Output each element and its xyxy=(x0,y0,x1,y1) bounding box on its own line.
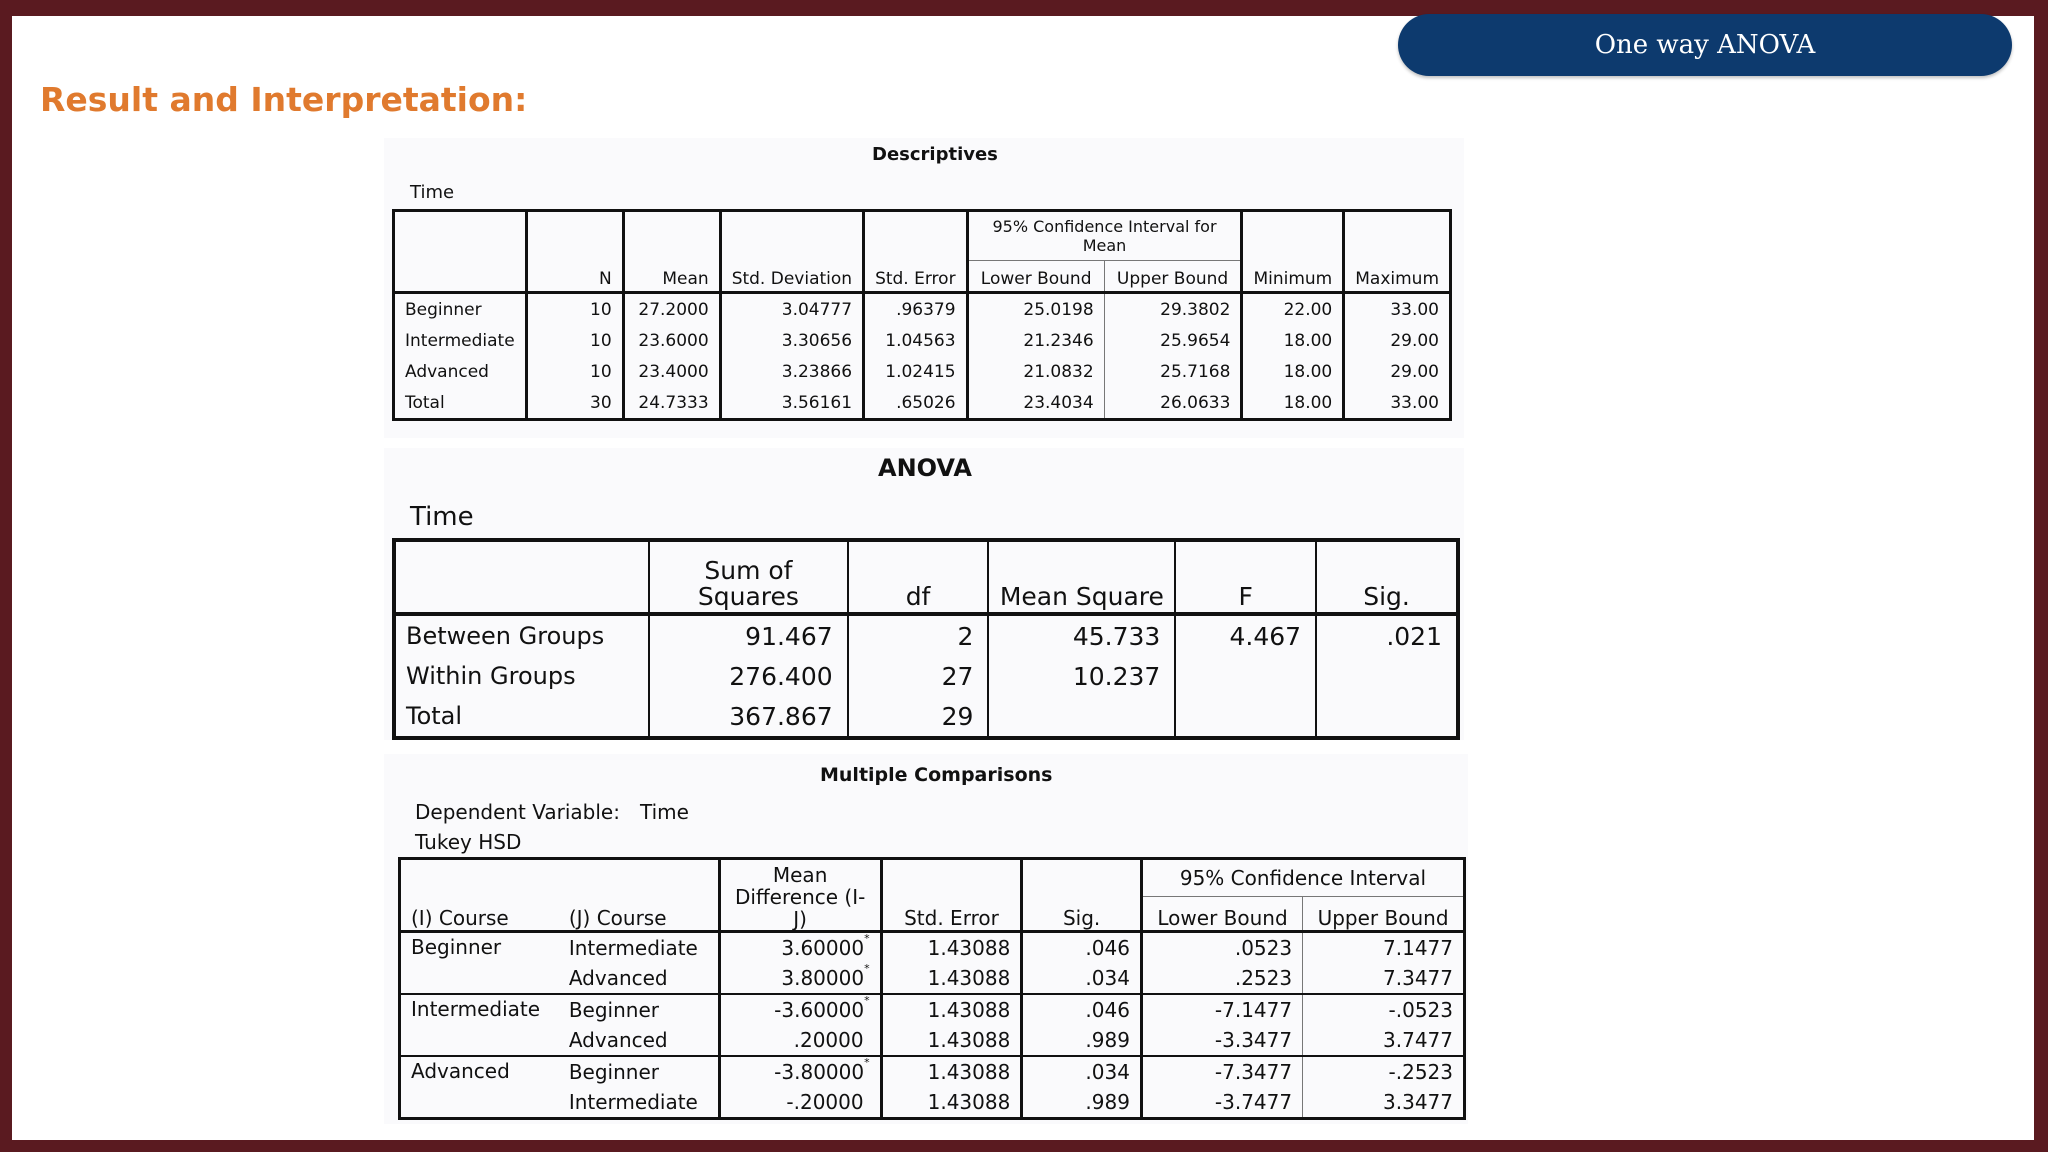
table-cell: 23.4034 xyxy=(967,387,1104,420)
table-cell: 18.00 xyxy=(1242,387,1344,420)
table-cell: 25.7168 xyxy=(1104,356,1242,387)
column-header: N xyxy=(526,211,623,293)
table-cell: 1.43088 xyxy=(881,963,1022,994)
table-cell: 10 xyxy=(526,356,623,387)
row-label: Beginner xyxy=(568,998,659,1022)
descriptives-table xyxy=(392,209,1452,421)
table-cell: .021 xyxy=(1316,614,1458,656)
column-header: Lower Bound xyxy=(967,261,1104,293)
table-cell: -.0523 xyxy=(1303,994,1465,1025)
header-row xyxy=(394,540,1458,614)
table-cell: 29.00 xyxy=(1344,325,1451,356)
row-label: Advanced xyxy=(559,1025,719,1056)
table-cell: 2 xyxy=(848,614,989,656)
table-cell: .65026 xyxy=(864,387,968,420)
multiple-comparisons-title: Multiple Comparisons xyxy=(820,764,1053,786)
table-cell xyxy=(988,696,1175,738)
table-row xyxy=(394,325,1451,356)
significance-star: * xyxy=(864,994,870,1007)
table-cell xyxy=(1175,656,1316,696)
table-cell: .046 xyxy=(1022,932,1142,964)
column-header: Lower Bound xyxy=(1141,897,1302,932)
table-cell: 1.43088 xyxy=(881,1025,1022,1056)
table-cell: 23.6000 xyxy=(623,325,720,356)
descriptives-variable: Time xyxy=(410,182,455,203)
table-cell: -.2523 xyxy=(1303,1056,1465,1087)
row-label: Advanced xyxy=(405,361,489,382)
column-header: Std. Error xyxy=(864,211,968,293)
mean-difference-cell: 3.80000* xyxy=(719,963,881,994)
table-cell: 27.2000 xyxy=(623,293,720,326)
mean-difference-cell: -3.60000* xyxy=(719,994,881,1025)
table-cell: 276.400 xyxy=(649,656,847,696)
table-row xyxy=(394,293,1451,326)
table-cell: 367.867 xyxy=(649,696,847,738)
mean-difference-cell: -3.80000* xyxy=(719,1056,881,1087)
table-cell: 30 xyxy=(526,387,623,420)
one-way-anova-badge: One way ANOVA xyxy=(1398,14,2012,76)
row-label: Beginner xyxy=(405,299,482,320)
row-label: Intermediate xyxy=(405,330,515,351)
table-row xyxy=(400,994,1465,1025)
table-cell: .034 xyxy=(1022,963,1142,994)
table-cell xyxy=(1316,656,1458,696)
table-cell: 23.4000 xyxy=(623,356,720,387)
header-row xyxy=(394,211,1451,261)
table-cell: 21.0832 xyxy=(967,356,1104,387)
anova-title: ANOVA xyxy=(878,454,972,482)
table-cell: -7.3477 xyxy=(1141,1056,1302,1087)
row-group-label: Beginner xyxy=(400,932,559,995)
column-header: Sig. xyxy=(1022,859,1142,932)
table-cell: -7.1477 xyxy=(1141,994,1302,1025)
row-group-label: Advanced xyxy=(411,1059,510,1083)
table-cell: 33.00 xyxy=(1344,293,1451,326)
mean-difference-cell: .20000 xyxy=(719,1025,881,1056)
significance-star: * xyxy=(864,962,870,975)
column-header: (J) Course xyxy=(559,859,719,932)
row-label: Intermediate xyxy=(568,1090,698,1114)
table-cell: 33.00 xyxy=(1344,387,1451,420)
table-cell: 7.1477 xyxy=(1303,932,1465,964)
table-cell: 45.733 xyxy=(988,614,1175,656)
anova-variable: Time xyxy=(410,502,474,532)
table-row xyxy=(394,614,1458,656)
table-cell: 1.43088 xyxy=(881,1087,1022,1119)
table-row xyxy=(394,656,1458,696)
column-header: (I) Course xyxy=(400,859,559,932)
column-header: Mean Difference (I-J) xyxy=(719,859,881,932)
corner-cell xyxy=(394,211,527,293)
table-cell xyxy=(1316,696,1458,738)
column-header: df xyxy=(848,540,989,614)
anova-table xyxy=(392,538,1460,740)
table-cell: 4.467 xyxy=(1175,614,1316,656)
table-row xyxy=(400,1025,1465,1056)
table-cell: 26.0633 xyxy=(1104,387,1242,420)
table-cell: 10 xyxy=(526,293,623,326)
column-header: Upper Bound xyxy=(1303,897,1465,932)
column-header: Std. Deviation xyxy=(720,211,863,293)
table-cell: 7.3477 xyxy=(1303,963,1465,994)
column-header: Std. Error xyxy=(881,859,1022,932)
table-cell: 29.3802 xyxy=(1104,293,1242,326)
post-hoc-method: Tukey HSD xyxy=(415,830,522,854)
table-cell: .2523 xyxy=(1141,963,1302,994)
column-header: Upper Bound xyxy=(1104,261,1242,293)
ci-header: 95% Confidence Interval xyxy=(1141,859,1464,897)
table-cell: .989 xyxy=(1022,1087,1142,1119)
row-label: Within Groups xyxy=(406,662,576,690)
column-header: Sig. xyxy=(1316,540,1458,614)
table-cell: 3.30656 xyxy=(720,325,863,356)
mean-difference-cell: 3.60000* xyxy=(719,932,881,964)
table-cell: 1.04563 xyxy=(864,325,968,356)
table-cell: 22.00 xyxy=(1242,293,1344,326)
table-row xyxy=(394,696,1458,738)
table-row xyxy=(400,1056,1465,1087)
column-header: F xyxy=(1175,540,1316,614)
table-cell: 3.3477 xyxy=(1303,1087,1465,1119)
table-cell: 1.43088 xyxy=(881,932,1022,964)
mean-difference-cell: -.20000 xyxy=(719,1087,881,1119)
table-cell: 24.7333 xyxy=(623,387,720,420)
table-cell: 18.00 xyxy=(1242,325,1344,356)
row-label: Beginner xyxy=(568,1060,659,1084)
table-cell: 18.00 xyxy=(1242,356,1344,387)
table-row xyxy=(394,387,1451,420)
table-cell: 91.467 xyxy=(649,614,847,656)
dependent-variable-value: Time xyxy=(640,800,689,824)
table-cell: .96379 xyxy=(864,293,968,326)
column-header: Mean Square xyxy=(988,540,1175,614)
table-row xyxy=(394,356,1451,387)
table-cell: 1.02415 xyxy=(864,356,968,387)
table-cell: 25.9654 xyxy=(1104,325,1242,356)
multiple-comparisons-table xyxy=(398,857,1466,1120)
header-row xyxy=(400,859,1465,897)
table-cell: 3.23866 xyxy=(720,356,863,387)
significance-star: * xyxy=(864,932,870,945)
table-row xyxy=(400,1087,1465,1119)
section-heading: Result and Interpretation: xyxy=(40,80,528,119)
row-label: Advanced xyxy=(559,963,719,994)
row-label: Between Groups xyxy=(406,622,605,650)
table-cell: 27 xyxy=(848,656,989,696)
table-row xyxy=(400,963,1465,994)
table-cell: 29 xyxy=(848,696,989,738)
table-row xyxy=(400,932,1465,964)
descriptives-title: Descriptives xyxy=(872,144,998,165)
table-cell: -3.7477 xyxy=(1141,1087,1302,1119)
table-cell: 3.04777 xyxy=(720,293,863,326)
table-cell: 21.2346 xyxy=(967,325,1104,356)
table-cell: .0523 xyxy=(1141,932,1302,964)
table-cell: 10.237 xyxy=(988,656,1175,696)
dependent-variable-label: Dependent Variable: xyxy=(415,800,620,824)
table-cell: 29.00 xyxy=(1344,356,1451,387)
table-cell: 1.43088 xyxy=(881,994,1022,1025)
row-label: Intermediate xyxy=(568,936,698,960)
table-cell: 3.56161 xyxy=(720,387,863,420)
column-header: Minimum xyxy=(1242,211,1344,293)
ci-header: 95% Confidence Interval for Mean xyxy=(967,211,1242,261)
table-cell: 3.7477 xyxy=(1303,1025,1465,1056)
column-header: Sum of Squares xyxy=(649,540,847,614)
table-cell: .989 xyxy=(1022,1025,1142,1056)
significance-star: * xyxy=(864,1056,870,1069)
row-label: Total xyxy=(405,392,445,413)
table-cell: 10 xyxy=(526,325,623,356)
table-cell: 25.0198 xyxy=(967,293,1104,326)
row-group-label: Intermediate xyxy=(400,994,559,1056)
row-label: Total xyxy=(406,702,463,730)
column-header: Maximum xyxy=(1344,211,1451,293)
table-cell xyxy=(1175,696,1316,738)
table-cell: .046 xyxy=(1022,994,1142,1025)
table-cell: -3.3477 xyxy=(1141,1025,1302,1056)
corner-cell xyxy=(394,540,649,614)
column-header: Mean xyxy=(623,211,720,293)
table-cell: 1.43088 xyxy=(881,1056,1022,1087)
table-cell: .034 xyxy=(1022,1056,1142,1087)
